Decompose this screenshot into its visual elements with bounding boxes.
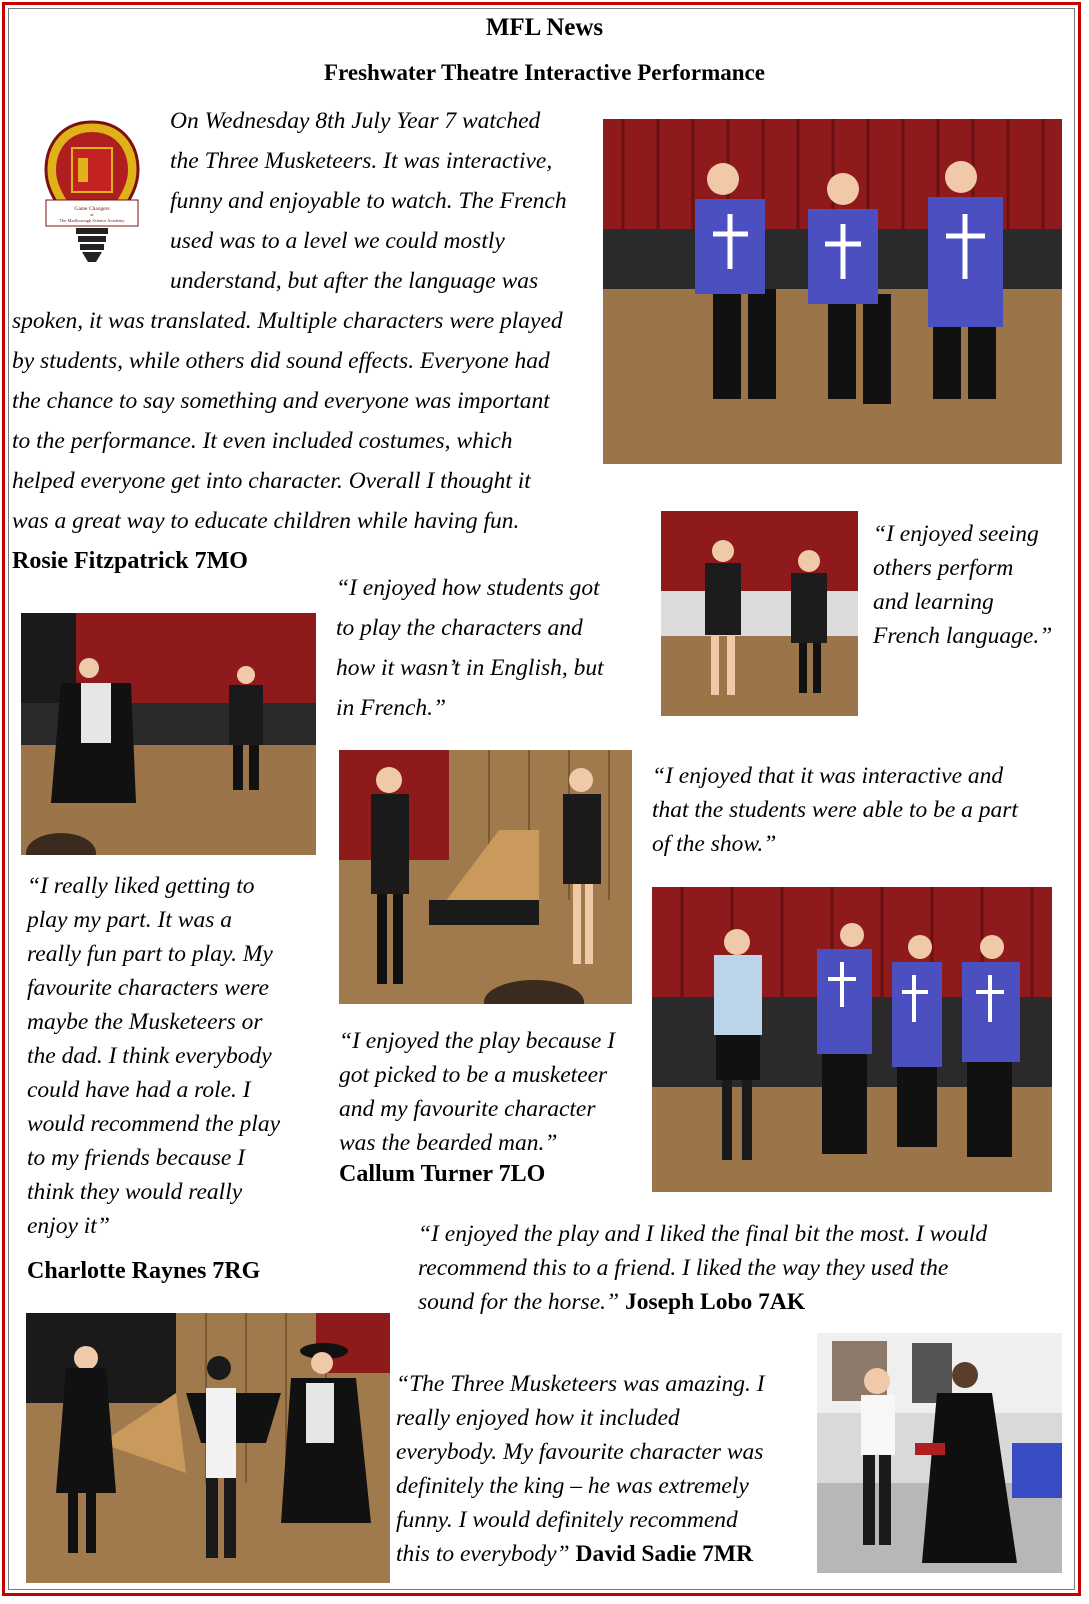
photo-king-and-girl [661, 511, 858, 716]
quote-line: “The Three Musketeers was amazing. I [396, 1371, 765, 1397]
quote-line: “I enjoyed the play because I [339, 1028, 616, 1054]
quote-last-line [396, 1538, 753, 1572]
quote-line: funny. I would definitely recommend [396, 1507, 738, 1533]
article-line: used was to a level we could mostly [170, 228, 505, 254]
quote-line: sound for the horse.” [418, 1289, 620, 1315]
article-line: understand, but after the language was [170, 268, 539, 294]
photo-king-on-stage [339, 750, 632, 1004]
quote-line: recommend this to a friend. I liked the way they used the [418, 1255, 949, 1281]
school-logo [42, 118, 142, 268]
quote-author: David Sadie 7MR [575, 1541, 754, 1567]
photo-three-musketeers [603, 119, 1062, 464]
photo-cheering-musketeers [652, 887, 1052, 1192]
quote-line: think they would really [27, 1179, 243, 1205]
article-line: On Wednesday 8th July Year 7 watched [170, 108, 541, 134]
quote-line: “I enjoyed the play and I liked the final bit the most. I would [418, 1221, 988, 1247]
quote-line: of the show.” [652, 831, 777, 857]
logo-school: The Marlborough Science Academy [59, 218, 125, 223]
quote-author: Joseph Lobo 7AK [624, 1289, 806, 1315]
logo-motto: Game Changers [74, 206, 110, 212]
photo-cloak-scene [26, 1313, 390, 1583]
quote-line: favourite characters were [27, 975, 269, 1001]
article-author: Rosie Fitzpatrick 7MO [12, 548, 248, 574]
article-line: funny and enjoyable to watch. The French [170, 188, 567, 214]
quote-line: really fun part to play. My [27, 941, 273, 967]
quote-line: that the students were able to be a part [652, 797, 1018, 823]
quote-author: Callum Turner 7LO [339, 1161, 546, 1187]
quote-line: maybe the Musketeers or [27, 1009, 263, 1035]
page-subtitle: Freshwater Theatre Interactive Performance [324, 60, 765, 85]
quote-line: definitely the king – he was extremely [396, 1473, 749, 1499]
quote-line: “I enjoyed seeing [873, 521, 1039, 547]
quote-line: “I enjoyed how students got [336, 575, 600, 601]
article-line: spoken, it was translated. Multiple characters were played [12, 308, 563, 334]
article-line: was a great way to educate children while having fun. [12, 508, 520, 534]
quote-line: others perform [873, 555, 1014, 581]
article-line: to the performance. It even included costumes, which [12, 428, 513, 454]
quote-line: got picked to be a musketeer [339, 1062, 608, 1088]
quote-last-line [418, 1286, 805, 1320]
quote-line: “I enjoyed that it was interactive and [652, 763, 1004, 789]
quote-line: play my part. It was a [27, 907, 232, 933]
logo-line2: at [90, 212, 94, 217]
quote-line: French language.” [873, 623, 1053, 649]
quote-line: could have had a role. I [27, 1077, 251, 1103]
quote-author: Charlotte Raynes 7RG [27, 1258, 261, 1284]
photo-boy-and-woman [817, 1333, 1062, 1573]
article-line: by students, while others did sound effects. Everyone had [12, 348, 550, 374]
article-line: the chance to say something and everyone was important [12, 388, 550, 414]
quote-line: how it wasn’t in English, but [336, 655, 604, 681]
quote-line: would recommend the play [27, 1111, 281, 1137]
quote-line: the dad. I think everybody [27, 1043, 272, 1069]
quote-line: “I really liked getting to [27, 873, 255, 899]
article-line: helped everyone get into character. Overall I thought it [12, 468, 531, 494]
article-line: the Three Musketeers. It was interactive, [170, 148, 553, 174]
quote-line: to my friends because I [27, 1145, 245, 1171]
quote-line: this to everybody” [396, 1541, 570, 1567]
quote-line: really enjoyed how it included [396, 1405, 680, 1431]
photo-cloak-performance [21, 613, 316, 855]
quote-line: everybody. My favourite character was [396, 1439, 764, 1465]
page-title: MFL News [485, 14, 604, 41]
quote-line: to play the characters and [336, 615, 583, 641]
quote-line: was the bearded man.” [339, 1130, 558, 1156]
quote-line: in French.” [336, 695, 447, 721]
quote-line: enjoy it” [27, 1213, 110, 1239]
quote-line: and my favourite character [339, 1096, 596, 1122]
quote-line: and learning [873, 589, 994, 615]
